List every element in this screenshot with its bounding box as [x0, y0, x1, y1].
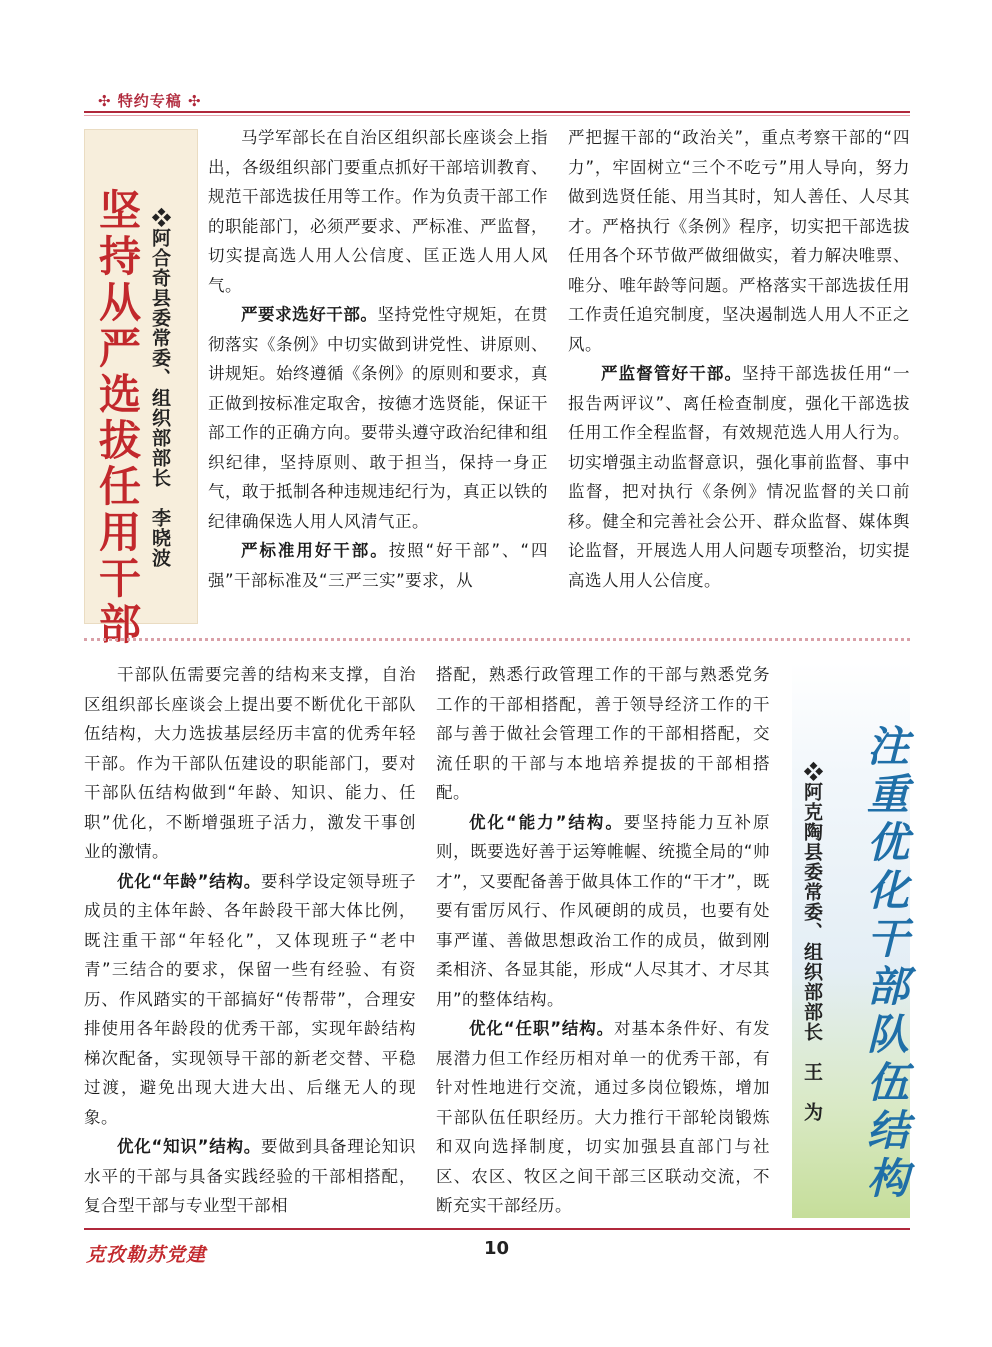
article2-column-2	[436, 660, 770, 1221]
article1-title: 坚持从严选拔任用干部	[93, 188, 142, 648]
article2-byline	[800, 762, 824, 1122]
paragraph-lead: 严要求选好干部。	[241, 305, 378, 324]
paragraph-lead: 严标准用好干部。	[241, 541, 389, 560]
footer-divider	[84, 1228, 910, 1230]
paragraph-lead: 优化“年龄”结构。	[117, 871, 261, 891]
article2-column-1	[84, 660, 416, 1221]
article1-byline-author: 李晓波	[149, 508, 171, 568]
paragraph: 优化“能力”结构。要坚持能力互补原则，既要选好善于运筹帷幄、统揽全局的“帅才”，又要配备善于做具体工作的“干才”，既要有雷厉风行、作风硬朗的成员，也要有处事严谨、善做思想政治工作的成员，做到刚柔相济、各显其能，形成“人尽其才、才尽其用”的整体结构。	[436, 812, 770, 1009]
paragraph: 干部队伍需要完善的结构来支撑，自治区组织部长座谈会上提出要不断优化干部队伍结构，大力选拔基层经历丰富的优秀年轻干部。作为干部队伍建设的职能部门，要对干部队伍结构做到“年龄、知识、能力、任职”优化，不断增强班子活力，激发干事创业的激情。	[84, 665, 416, 861]
paragraph-continued: 搭配，熟悉行政管理工作的干部与熟悉党务工作的干部相搭配，善于领导经济工作的干部与善于做社会管理工作的干部相搭配，交流任职的干部与本地培养提拔的干部相搭配。	[436, 665, 770, 802]
paragraph: 优化“知识”结构。要做到具备理论知识水平的干部与具备实践经验的干部相搭配，复合型干部与专业型干部相	[84, 1137, 416, 1215]
paragraph-lead: 优化“任职”结构。	[469, 1019, 615, 1038]
article-separator	[84, 638, 910, 641]
paragraph-lead: 优化“能力”结构。	[469, 812, 624, 832]
header-divider	[84, 111, 910, 113]
article2-title: 注重优化干部队伍结构	[861, 724, 910, 1204]
section-label: ✣ 特约专稿 ✣	[98, 92, 202, 110]
paragraph: 优化“年龄”结构。要科学设定领导班子成员的主体年龄、各年龄段干部大体比例，既注重干部“年轻化”，又体现班子“老中青”三结合的要求，保留一些有经验、有资历、作风踏实的干部搞好“传帮带”，合理安排使用各年龄段的优秀干部，实现年龄结构梯次配备，实现领导干部的新老交替、平稳过渡，避免出现大进大出、后继无人的现象。	[84, 871, 416, 1127]
paragraph: 严要求选好干部。坚持党性守规矩，在贯彻落实《条例》中切实做到讲党性、讲原则、讲规矩。始终遵循《条例》的原则和要求，真正做到按标准定取舍，按德才选贤能，保证干部工作的正确方向。要带头遵守政治纪律和组织纪律，坚持原则、敢于担当，保持一身正气，敢于抵制各种违规违纪行为，真正以铁的纪律确保选人用人风清气正。	[208, 305, 549, 531]
paragraph-lead: 严监督管好干部。	[601, 364, 743, 383]
article1-column-1	[208, 123, 548, 595]
article2-byline-author: 王 为	[801, 1062, 823, 1122]
article2-byline-role: ❖阿克陶县委常委、组织部部长	[801, 762, 823, 1042]
paragraph: 严标准用好干部。按照“好干部”、“四强”干部标准及“三严三实”要求，从	[208, 541, 548, 590]
paragraph: 严监督管好干部。坚持干部选拔任用“一报告两评议”、离任检查制度，强化干部选拔任用工作全程监督，有效规范选人用人行为。切实增强主动监督意识，强化事前监督、事中监督，把对执行《条例》情况监督的关口前移。健全和完善社会公开、群众监督、媒体舆论监督，开展选人用人问题专项整治，切实提高选人用人公信度。	[568, 364, 910, 590]
article1-column-2	[568, 123, 910, 595]
paragraph: 马学军部长在自治区组织部长座谈会上指出，各级组织部门要重点抓好干部培训教育、规范干部选拔任用等工作。作为负责干部工作的职能部门，必须严要求、严标准、严监督，切实提高选人用人公信度、匡正选人用人风气。	[208, 128, 548, 295]
article1-byline-role: ❖阿合奇县委常委、组织部部长	[149, 208, 171, 488]
page-number: 10	[484, 1238, 510, 1259]
paragraph: 优化“任职”结构。对基本条件好、有发展潜力但工作经历相对单一的优秀干部，有针对性地进行交流，通过多岗位锻炼，增加干部队伍任职经历。大力推行干部轮岗锻炼和双向选择制度，切实加强县直部门与社区、农区、牧区之间干部三区联动交流，不断充实干部经历。	[436, 1019, 770, 1215]
header-divider-thin	[84, 115, 910, 116]
paragraph-continued: 严把握干部的“政治关”，重点考察干部的“四力”，牢固树立“三个不吃亏”用人导向，努力做到选贤任能、用当其时，知人善任、人尽其才。严格执行《条例》程序，切实把干部选拔任用各个环节做严做细做实，着力解决唯票、唯分、唯年龄等问题。严格落实干部选拔任用工作责任追究制度，坚决遏制选人用人不正之风。	[568, 128, 910, 354]
magazine-brand: 克孜勒苏党建	[86, 1244, 207, 1266]
article1-byline	[148, 208, 172, 568]
paragraph-lead: 优化“知识”结构。	[117, 1137, 261, 1156]
